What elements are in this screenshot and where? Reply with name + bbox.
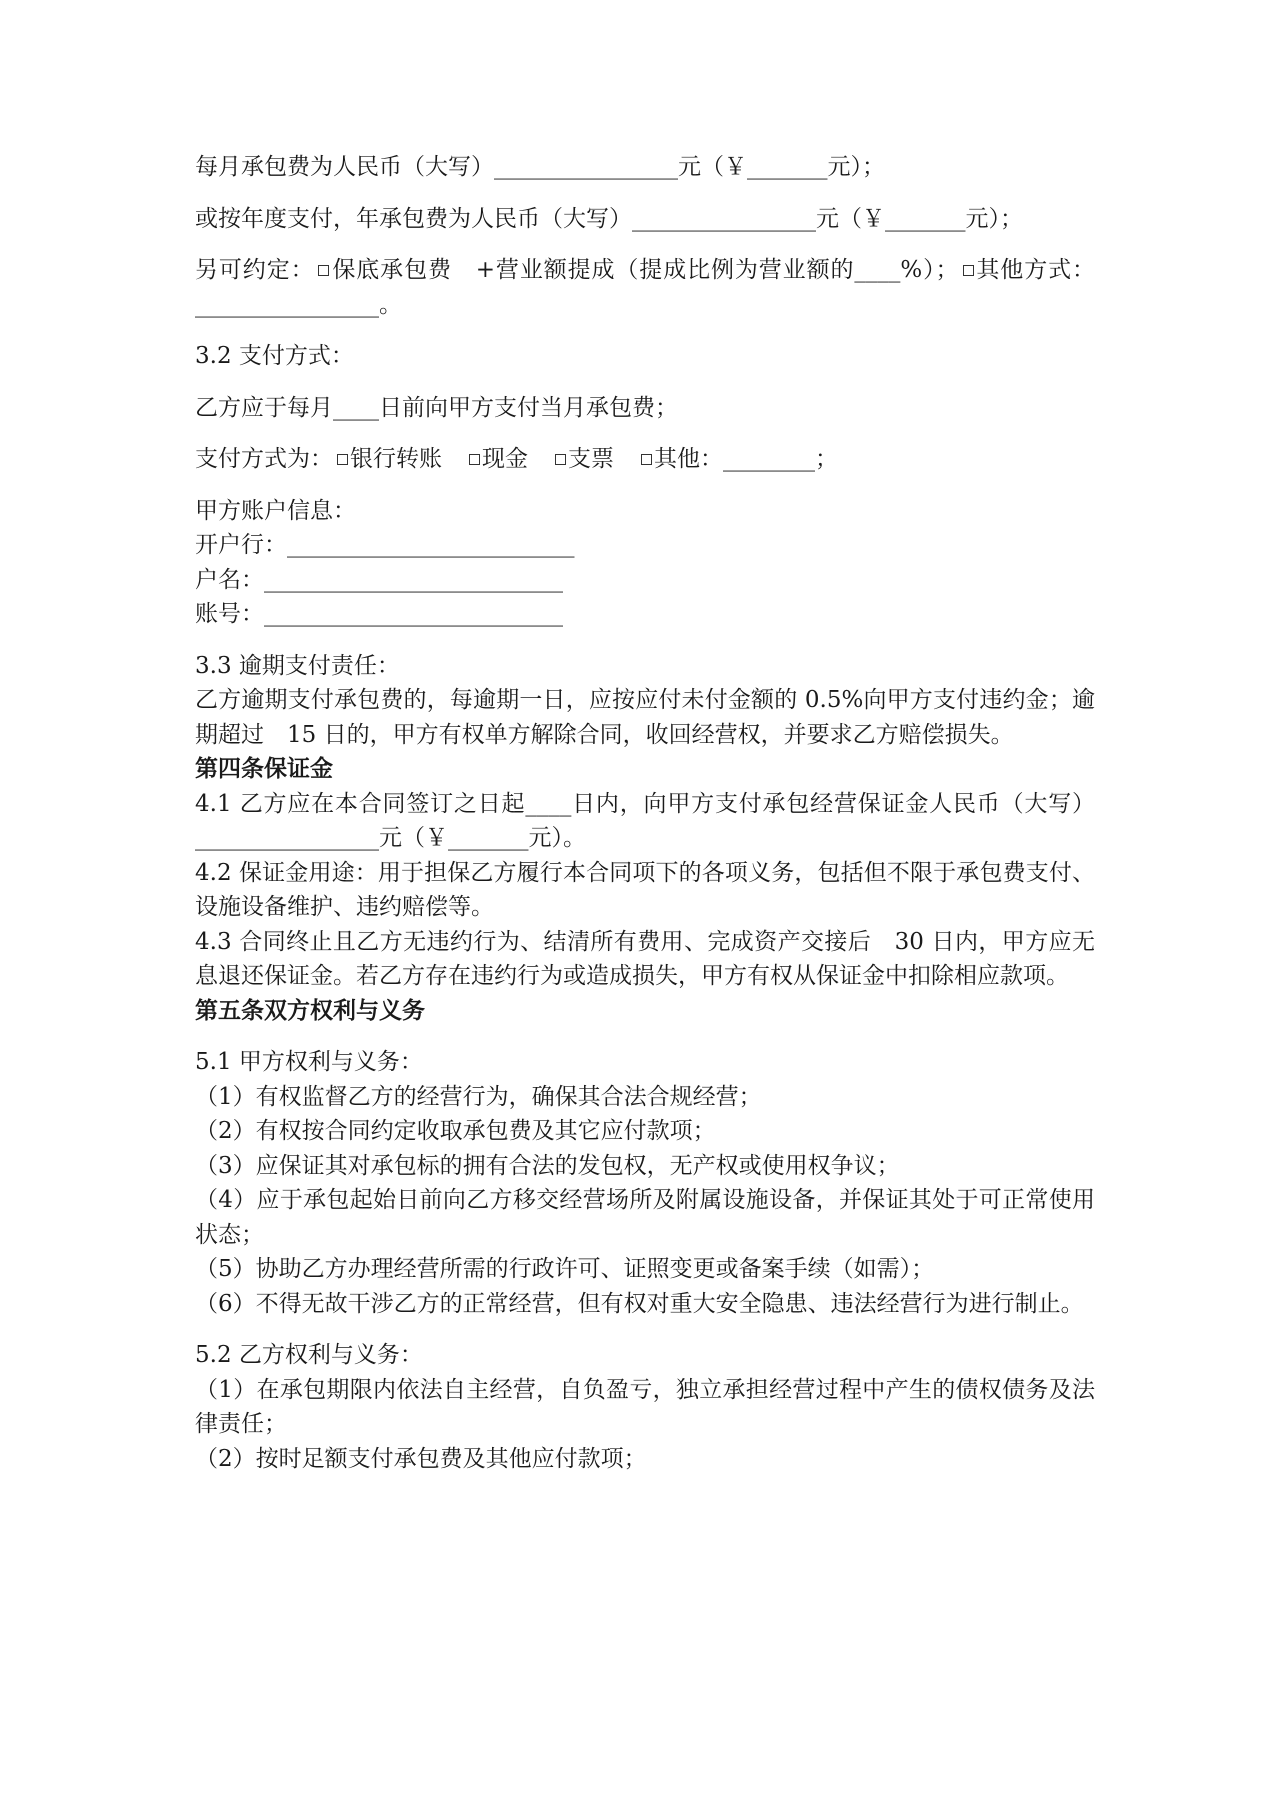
rights-heading: 第五条双方权利与义务 [195, 996, 425, 1024]
party-a-item-5: （5）协助乙方办理经营所需的行政许可、证照变更或备案手续（如需）； [195, 1256, 935, 1282]
checkbox-check[interactable] [555, 454, 566, 465]
overdue-section-text: 乙方逾期支付承包费的，每逾期一日，应按应付未付金额的 0.5%向甲方支付违约金；逾期超过 15 日的，甲方有权单方解除合同，收回经营权，并要求乙方赔偿损失。 [195, 687, 1095, 748]
checkbox-bank-transfer[interactable] [337, 454, 348, 465]
document-page [195, 150, 1095, 1476]
other-agreement-line [195, 253, 1095, 322]
account-number-line: 账号：__________________________ [195, 601, 563, 627]
checkbox-cash[interactable] [469, 454, 480, 465]
party-b-item-1: （1）在承包期限内依法自主经营，自负盈亏，独立承担经营过程中产生的债权债务及法律责任； [195, 1376, 1095, 1437]
method-cash-label: 现金 [482, 446, 551, 472]
party-a-item-1: （1）有权监督乙方的经营行为，确保其合法合规经营； [195, 1083, 762, 1110]
party-b-item-2: （2）按时足额支付承包费及其他应付款项； [195, 1445, 647, 1472]
party-a-rights-title: 5.1 甲方权利与义务： [195, 1049, 423, 1075]
other-agreement-prefix: 另可约定： [195, 257, 315, 283]
party-a-item-4: （4）应于承包起始日前向乙方移交经营场所及附属设施设备，并保证其处于可正常使用状态； [195, 1187, 1095, 1248]
party-a-item-3: （3）应保证其对承包标的拥有合法的发包权，无产权或使用权争议； [195, 1152, 900, 1179]
checkbox-other[interactable] [641, 454, 652, 465]
monthly-fee-line: 每月承包费为人民币（大写）________________元（￥_______元）； [195, 154, 885, 180]
deposit-clause-2: 4.2 保证金用途：用于担保乙方履行本合同项下的各项义务，包括但不限于承包费支付、设施设备维护、违约赔偿等。 [195, 859, 1095, 920]
party-a-item-6: （6）不得无故干涉乙方的正常经营，但有权对重大安全隐患、违法经营行为进行制止。 [195, 1290, 1084, 1317]
checkbox-other-method[interactable] [963, 265, 974, 276]
option-other-method-label: 其他方式：________________。 [195, 257, 1095, 318]
method-other-label: 其他：________； [654, 446, 838, 472]
payment-methods-line [195, 442, 1095, 477]
payment-methods-prefix: 支付方式为： [195, 446, 333, 472]
account-bank-line: 开户行：_________________________ [195, 532, 575, 558]
overdue-section-title: 3.3 逾期支付责任： [195, 652, 400, 679]
checkbox-min-fee[interactable] [318, 265, 329, 276]
payment-due-line: 乙方应于每月____日前向甲方支付当月承包费； [195, 394, 678, 421]
payment-section-title: 3.2 支付方式： [195, 343, 354, 369]
deposit-clause-3: 4.3 合同终止且乙方无违约行为、结清所有费用、完成资产交接后 30 日内，甲方应无息退还保证金。若乙方存在违约行为或造成损失，甲方有权从保证金中扣除相应款项。 [195, 928, 1095, 989]
account-name-line: 户名：__________________________ [195, 566, 563, 593]
option-min-fee-label: 保底承包费 +营业额提成（提成比例为营业额的____%）； [331, 257, 959, 283]
deposit-clause-1: 4.1 乙方应在本合同签订之日起____日内，向甲方支付承包经营保证金人民币（大写）________________元（￥_______元）。 [195, 790, 1095, 851]
deposit-heading: 第四条保证金 [195, 755, 333, 782]
method-check-label: 支票 [568, 446, 637, 472]
party-a-item-2: （2）有权按合同约定收取承包费及其它应付款项； [195, 1118, 716, 1144]
party-b-rights-title: 5.2 乙方权利与义务： [195, 1342, 423, 1368]
method-bank-transfer-label: 银行转账 [350, 446, 465, 472]
yearly-fee-line: 或按年度支付，年承包费为人民币（大写）________________元（￥_______元）； [195, 205, 1023, 232]
account-info-title: 甲方账户信息： [195, 497, 356, 524]
